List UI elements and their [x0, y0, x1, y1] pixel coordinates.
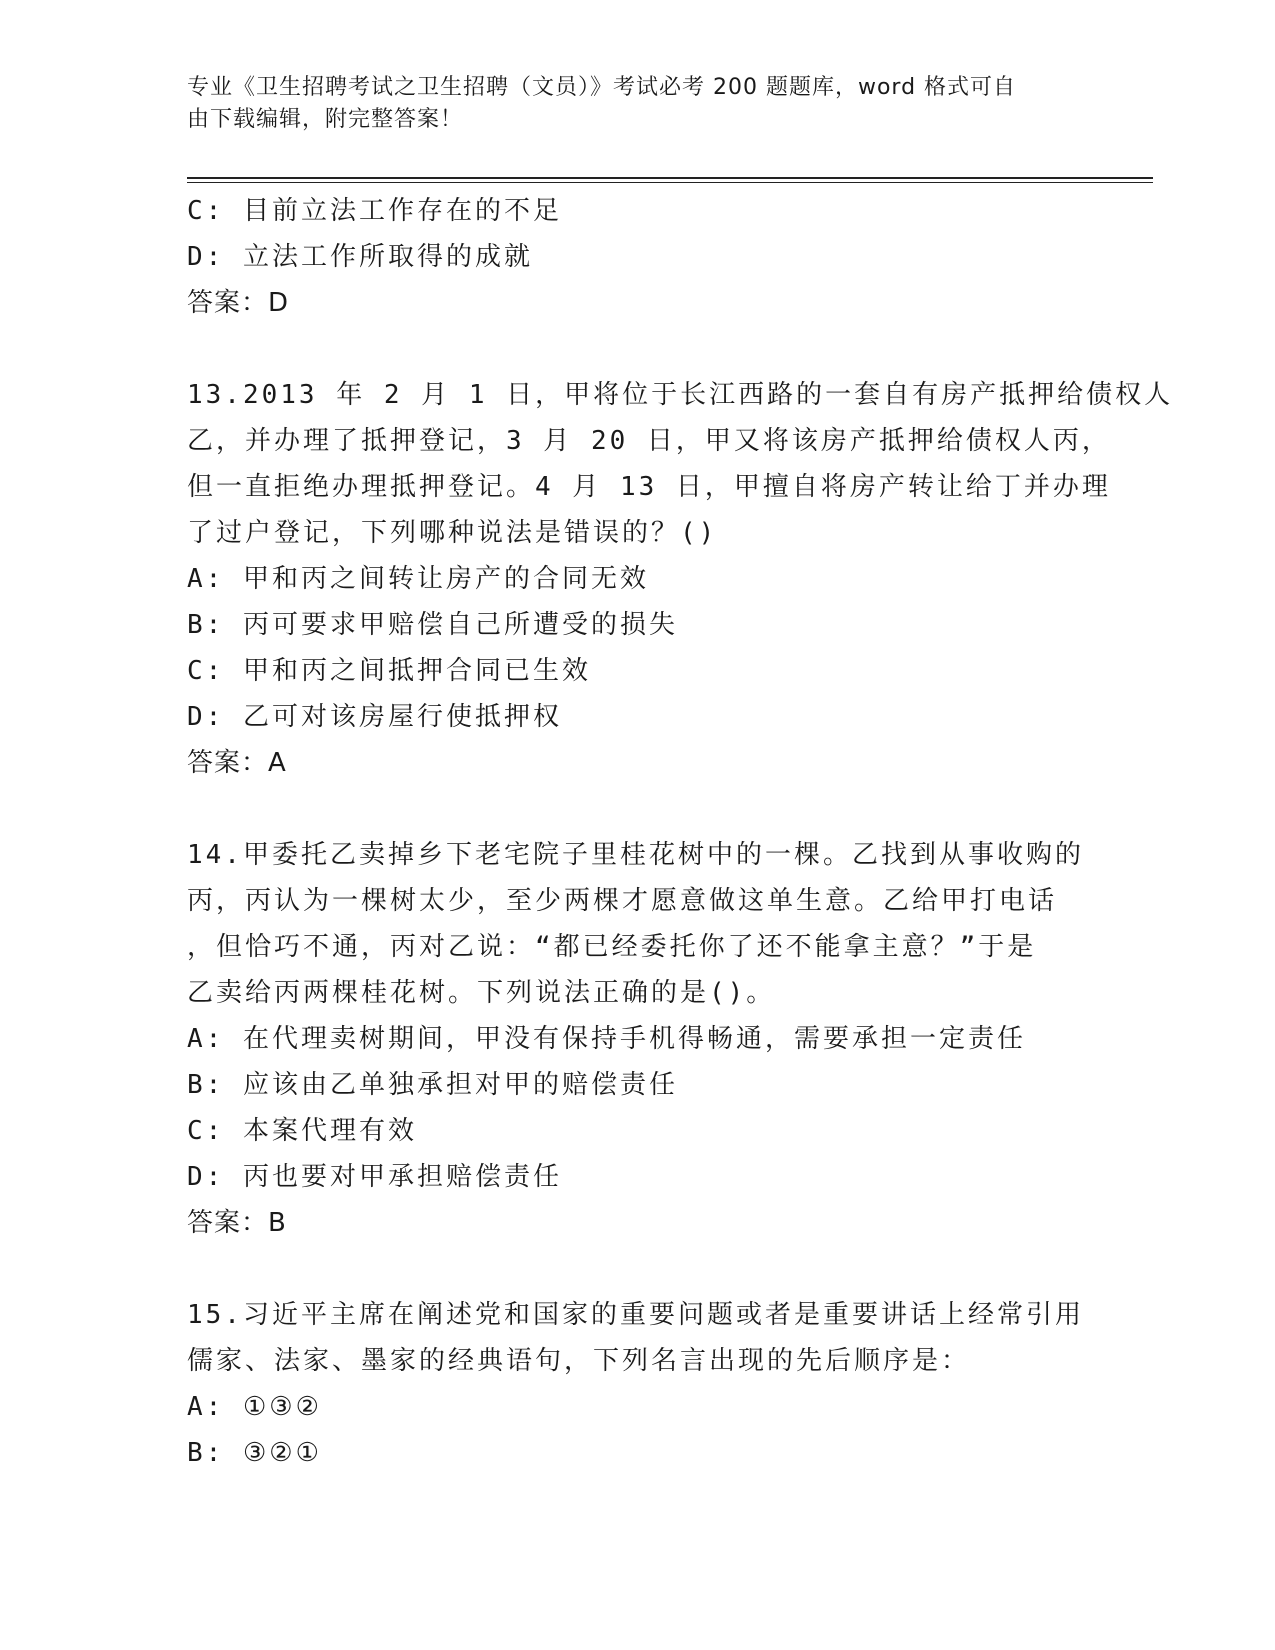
- option-a: A: 甲和丙之间转让房产的合同无效: [187, 564, 649, 594]
- question-stem-line: 15.习近平主席在阐述党和国家的重要问题或者是重要讲话上经常引用: [187, 1300, 1084, 1330]
- header-divider-thin: [187, 182, 1153, 183]
- question-stem-line: 丙，丙认为一棵树太少，至少两棵才愿意做这单生意。乙给甲打电话: [187, 886, 1058, 916]
- option-a: A: ①③②: [187, 1392, 322, 1422]
- answer-line: 答案：B: [187, 1208, 287, 1238]
- document-header: [187, 72, 1067, 136]
- option-c: C: 本案代理有效: [187, 1116, 417, 1146]
- question-stem-line: 13.2013 年 2 月 1 日，甲将位于长江西路的一套自有房产抵押给债权人: [187, 380, 1174, 410]
- header-line-2: 由下载编辑，附完整答案！: [187, 107, 464, 132]
- option-c: C: 甲和丙之间抵押合同已生效: [187, 656, 591, 686]
- option-a: A: 在代理卖树期间，甲没有保持手机得畅通，需要承担一定责任: [187, 1024, 1026, 1054]
- option-b: B: 应该由乙单独承担对甲的赔偿责任: [187, 1070, 678, 1100]
- question-15: [187, 1292, 1087, 1476]
- option-c: C: 目前立法工作存在的不足: [187, 196, 562, 226]
- option-d: D: 立法工作所取得的成就: [187, 242, 533, 272]
- answer-line: 答案：A: [187, 748, 287, 778]
- question-stem-line: 乙卖给丙两棵桂花树。下列说法正确的是()。: [187, 978, 776, 1008]
- question-stem-line: ，但恰巧不通，丙对乙说：“都已经委托你了还不能拿主意？”于是: [187, 932, 1037, 962]
- option-b: B: 丙可要求甲赔偿自己所遭受的损失: [187, 610, 678, 640]
- question-stem-line: 乙，并办理了抵押登记，3 月 20 日，甲又将该房产抵押给债权人丙，: [187, 426, 1111, 456]
- header-divider-thick: [187, 177, 1153, 179]
- answer-line: 答案：D: [187, 288, 290, 318]
- option-d: D: 乙可对该房屋行使抵押权: [187, 702, 562, 732]
- question-stem-line: 14.甲委托乙卖掉乡下老宅院子里桂花树中的一棵。乙找到从事收购的: [187, 840, 1084, 870]
- option-d: D: 丙也要对甲承担赔偿责任: [187, 1162, 562, 1192]
- question-stem-line: 但一直拒绝办理抵押登记。4 月 13 日，甲擅自将房产转让给丁并办理: [187, 472, 1111, 502]
- prev-question-block: [187, 188, 1087, 326]
- question-13: [187, 372, 1174, 786]
- option-b: B: ③②①: [187, 1438, 322, 1468]
- question-14: [187, 832, 1087, 1246]
- header-line-1: 专业《卫生招聘考试之卫生招聘（文员）》考试必考 200 题题库，word 格式可自: [187, 75, 1017, 100]
- question-stem-line: 了过户登记，下列哪种说法是错误的？(): [187, 518, 718, 548]
- document-body: [187, 188, 1174, 1476]
- question-stem-line: 儒家、法家、墨家的经典语句，下列名言出现的先后顺序是：: [187, 1346, 971, 1376]
